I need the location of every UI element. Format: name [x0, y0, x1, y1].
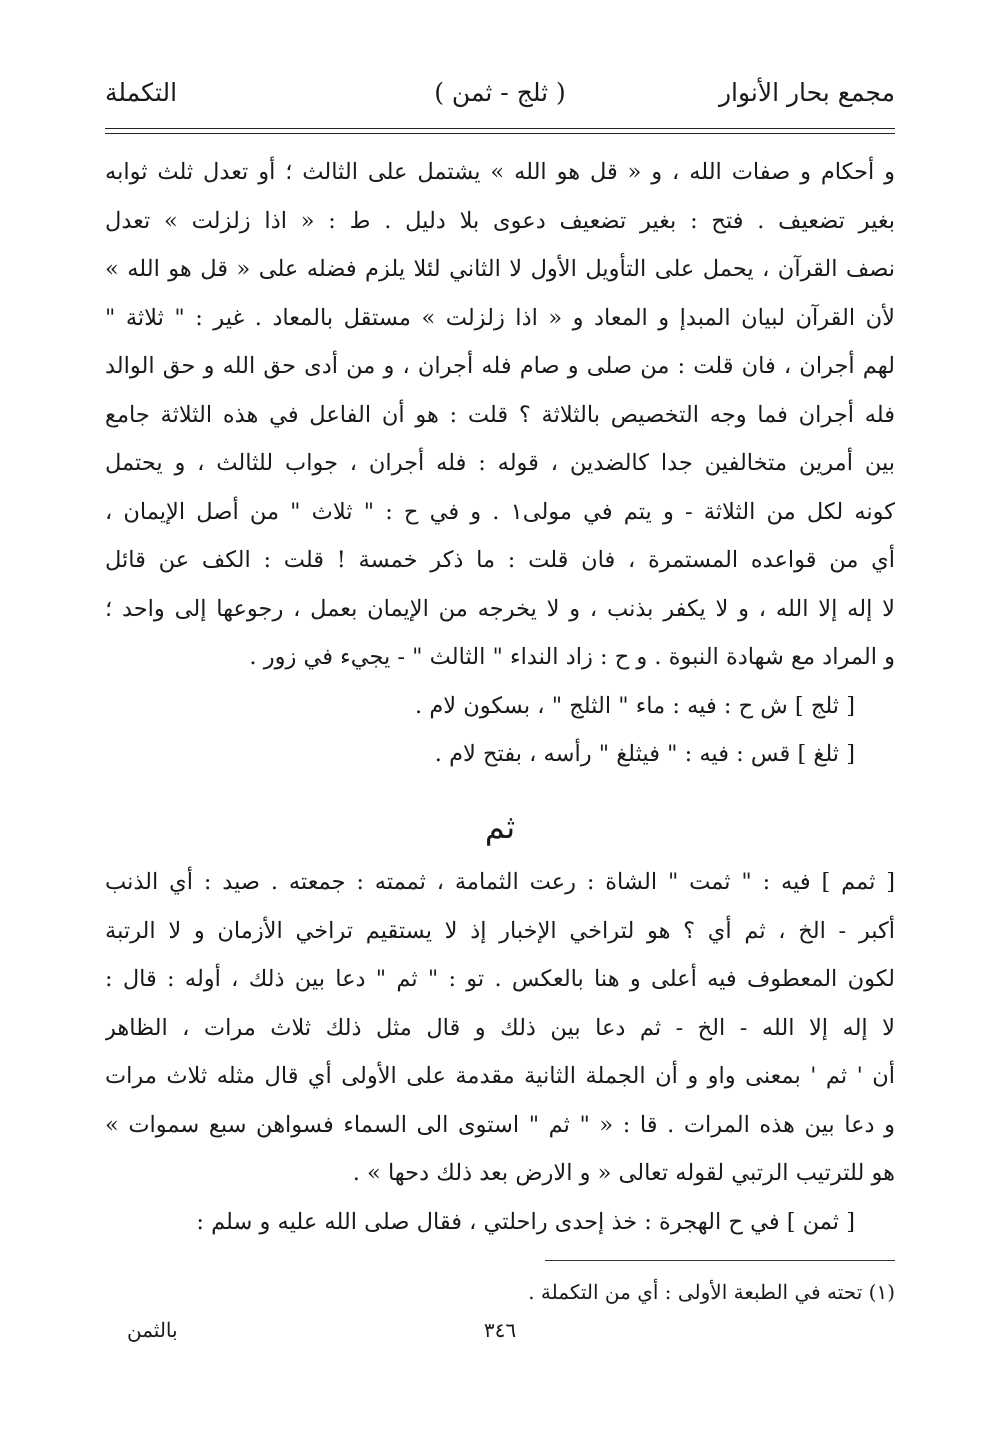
text-line: لأن القرآن لبيان المبدإ و المعاد و « اذا زلزلت » مستقل بالمعاد . غير : " ثلاثة " [105, 304, 895, 331]
text-line: بغير تضعيف . فتح : بغير تضعيف دعوى بلا دليل . ط : « اذا زلزلت » تعدل [105, 207, 895, 234]
entry-thalagha: [ ثلغ ] قس : فيه : " فيثلغ " رأسه ، بفتح لام . [434, 741, 855, 767]
volume-label: التكملة [105, 78, 178, 107]
text-line: كونه لكل من الثلاثة - و يتم في مولى١ . و في ح : " ثلاث " من أصل الإيمان ، [105, 498, 895, 525]
text-line: نصف القرآن ، يحمل على التأويل الأول لا الثاني لئلا يلزم فضله على « قل هو الله » [105, 256, 895, 282]
text-line: أن ' ثم ' بمعنى واو و أن الجملة الثانية مقدمة على الأولى أي قال مثله ثلاث مرات [105, 1063, 895, 1089]
text-line: بين أمرين متخالفين جدا كالضدين ، قوله : فله أجران ، جواب للثالث ، و يحتمل [105, 450, 895, 476]
catchword: بالثمن [127, 1318, 178, 1342]
paragraph-thumma [105, 858, 895, 1246]
section-title: ثم [484, 808, 516, 846]
text-line: لا إله إلا الله ، و لا يكفر بذنب ، و لا يخرجه من الإيمان بعمل ، رجوعها إلى واحد ؛ [105, 595, 895, 622]
page-footer [105, 1318, 895, 1358]
running-header [105, 72, 895, 122]
header-rule-top [105, 128, 895, 129]
text-line: أي من قواعده المستمرة ، فان قلت : ما ذكر خمسة ! قلت : الكف عن قائل [105, 547, 895, 573]
text-line: لهم أجران ، فان قلت : من صلى و صام فله أجران ، و من أدى حق الله و حق الوالد [105, 353, 895, 379]
entry-range: ( ثلج - ثمن ) [434, 78, 566, 107]
text-line: لا إله إلا الله - الخ - ثم دعا بين ذلك و قال مثل ذلك ثلاث مرات ، الظاهر [105, 1014, 895, 1041]
text-line: فله أجران فما وجه التخصيص بالثلاثة ؟ قلت : هو أن الفاعل في هذه الثلاثة جامع [105, 401, 895, 428]
text-line: و دعا بين هذه المرات . قا : « " ثم " استوى الى السماء فسواهن سبع سموات » [105, 1111, 895, 1138]
paragraph-thalatha [105, 148, 895, 779]
text-line: هو للترتيب الرتبي لقوله تعالى « و الارض بعد ذلك دحها » . [352, 1160, 895, 1186]
text-line: و المراد مع شهادة النبوة . و ح : زاد النداء " الثالث " - يجيء في زور . [249, 644, 895, 670]
text-line: أكبر - الخ ، ثم أي ؟ هو لتراخي الإخبار إذ لا يستقيم تراخي الأزمان و لا الرتبة [105, 917, 895, 944]
page-number: ٣٤٦ [483, 1318, 517, 1342]
text-line: و أحكام و صفات الله ، و « قل هو الله » يشتمل على الثالث ؛ أو تعدل ثلث ثوابه [105, 159, 895, 185]
entry-thaman: [ ثمن ] في ح الهجرة : خذ إحدى راحلتي ، فقال صلى الله عليه و سلم : [196, 1208, 855, 1235]
text-line: لكون المعطوف فيه أعلى و هنا بالعكس . تو : " ثم " دعا بين ذلك ، أوله : قال : [105, 966, 895, 992]
footnote: (١) تحته في الطبعة الأولى : أي من التكملة . [528, 1280, 895, 1304]
footnote-rule [545, 1260, 895, 1261]
entry-thalj: [ ثلج ] ش ح : فيه : ماء " الثلج " ، بسكون لام . [415, 692, 855, 719]
header-rule-bottom [105, 133, 895, 134]
text-line: [ ثمم ] فيه : " ثمت " الشاة : رعت الثمامة ، ثممته : جمعته . صيد : أي الذنب [105, 869, 895, 895]
book-title: مجمع بحار الأنوار [718, 78, 895, 107]
